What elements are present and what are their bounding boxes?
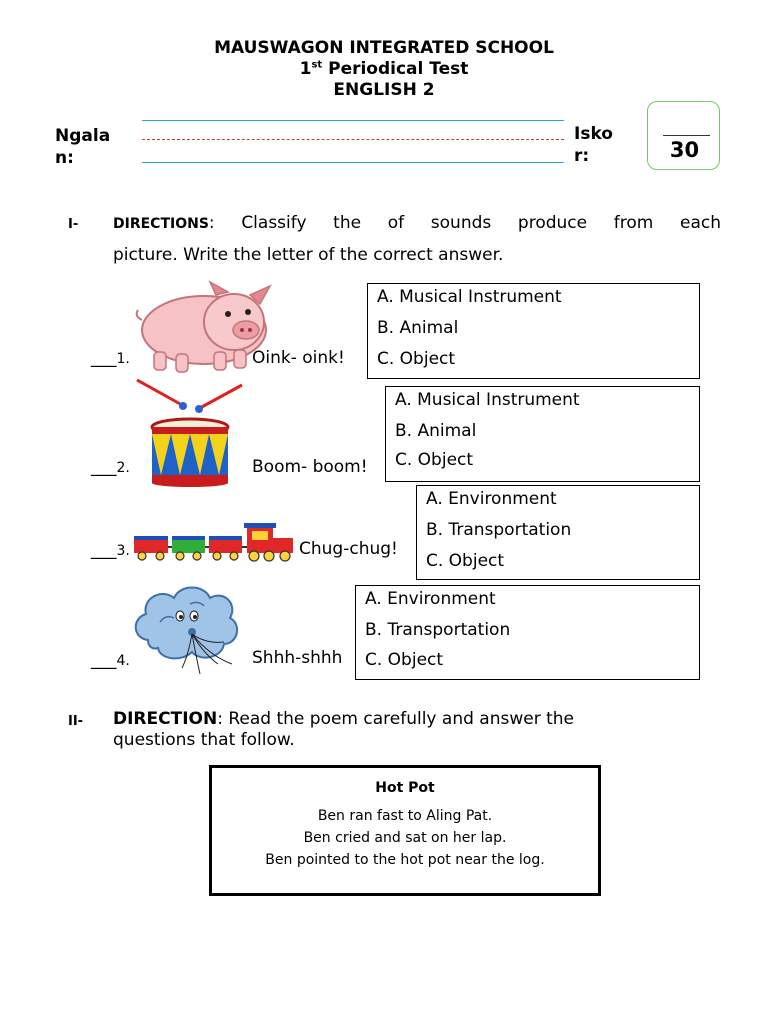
direction-label: DIRECTION [113, 709, 218, 729]
name-label [55, 125, 110, 169]
name-label-line1: Ngala [55, 126, 111, 146]
drum-icon [134, 375, 246, 494]
train-icon [131, 521, 296, 567]
test-ordinal-suffix: st [311, 59, 323, 71]
item-1-choice-c: C. Object [377, 349, 456, 369]
item-4-choices-box [355, 585, 700, 680]
section-2-directions-line2: questions that follow. [113, 730, 295, 750]
test-ordinal: 1 [299, 59, 312, 79]
item-3-choice-b: B. Transportation [426, 520, 572, 540]
item-4-number: 4. [116, 653, 130, 669]
directions-label: DIRECTIONS [113, 216, 209, 232]
wind-cloud-icon [130, 582, 250, 691]
directions-text-1: : Classify the of sounds produce from each [208, 213, 721, 233]
item-2-blank[interactable]: ___ [91, 457, 117, 477]
section-2-directions-line1 [113, 709, 713, 730]
item-1-blank[interactable]: ___ [91, 348, 117, 368]
poem-line-1: Ben ran fast to Aling Pat. [317, 808, 493, 824]
item-4-label [91, 650, 130, 670]
item-1-sound: Oink- oink! [252, 348, 345, 368]
section-1-directions-line1 [113, 208, 721, 240]
score-blank-line[interactable] [663, 135, 710, 136]
score-total: 30 [669, 138, 700, 162]
subject-title: ENGLISH 2 [333, 80, 435, 100]
name-line-bottom[interactable] [142, 162, 564, 163]
section-2-number: II- [68, 714, 84, 729]
name-line-middle [142, 139, 564, 140]
item-3-choices-box [416, 485, 700, 580]
item-4-blank[interactable]: ___ [91, 650, 117, 670]
section-2-directions [113, 709, 713, 751]
item-2-sound: Boom- boom! [252, 457, 368, 477]
test-title [0, 59, 768, 79]
section-1-directions [113, 208, 721, 271]
item-4-choice-c: C. Object [365, 650, 444, 670]
item-4-sound: Shhh-shhh [252, 648, 343, 668]
score-box [647, 101, 720, 170]
item-3-choice-c: C. Object [426, 551, 505, 571]
direction-text-1: : Read the poem carefully and answer the [217, 709, 574, 729]
item-1-label [91, 348, 130, 368]
section-1-directions-line2: picture. Write the letter of the correct answer. [113, 245, 504, 265]
item-1-choice-b: B. Animal [377, 318, 459, 338]
name-line-top [142, 120, 564, 121]
poem-line-3: Ben pointed to the hot pot near the log. [265, 852, 545, 868]
score-label [574, 123, 613, 167]
item-2-number: 2. [116, 460, 130, 476]
item-2-label [91, 457, 130, 477]
item-1-choices-box [367, 283, 700, 379]
item-2-choice-a: A. Musical Instrument [395, 390, 580, 410]
score-label-line1: Isko [574, 124, 613, 144]
test-name: Periodical Test [322, 59, 469, 79]
score-label-line2: r: [574, 146, 590, 166]
directions-words [209, 208, 721, 240]
section-1-number: I- [68, 217, 79, 232]
item-3-choice-a: A. Environment [426, 489, 557, 509]
poem-title: Hot Pot [375, 780, 435, 796]
item-3-sound: Chug-chug! [299, 539, 398, 559]
item-4-choice-a: A. Environment [365, 589, 496, 609]
item-2-choice-c: C. Object [395, 450, 474, 470]
poem-box [209, 765, 601, 896]
item-3-number: 3. [116, 543, 130, 559]
name-label-line2: n: [55, 148, 74, 168]
poem-line-2: Ben cried and sat on her lap. [303, 830, 507, 846]
item-3-label [91, 540, 130, 560]
item-1-number: 1. [116, 351, 130, 367]
school-name: MAUSWAGON INTEGRATED SCHOOL [214, 38, 554, 58]
item-2-choice-b: B. Animal [395, 421, 477, 441]
item-4-choice-b: B. Transportation [365, 620, 511, 640]
item-3-blank[interactable]: ___ [91, 540, 117, 560]
item-1-choice-a: A. Musical Instrument [377, 287, 562, 307]
item-2-choices-box [385, 386, 700, 482]
